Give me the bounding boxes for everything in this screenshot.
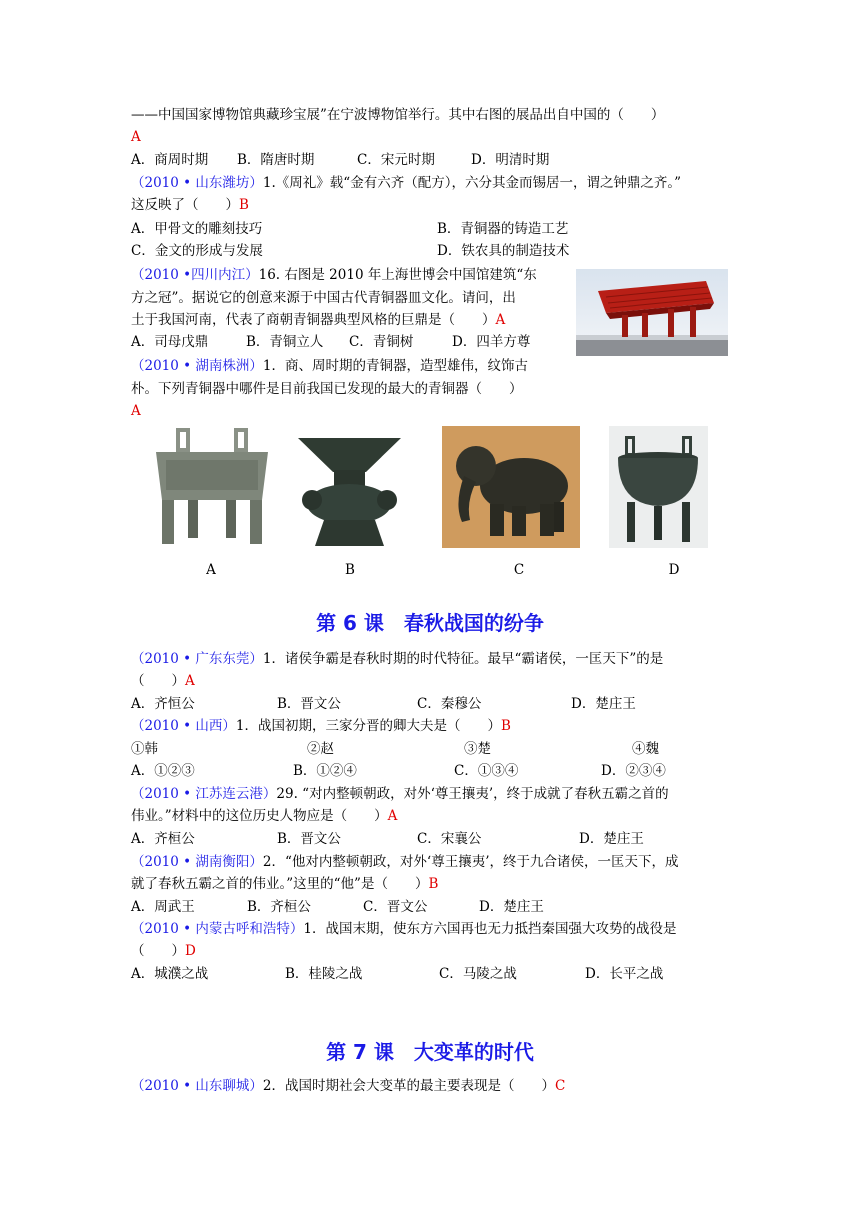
answer: A — [387, 808, 398, 824]
option: A．①②③ — [131, 763, 195, 779]
question-source: （2010 •四川内江） — [131, 267, 259, 283]
option: A．周武王 — [131, 899, 195, 915]
option: B．①②④ — [293, 763, 357, 779]
option: D．楚庄王 — [571, 696, 636, 712]
image-caption: C — [513, 562, 525, 578]
image-caption: D — [668, 562, 680, 578]
question-text: 方之冠”。据说它的创意来源于中国古代青铜器皿文化。请问，出 — [131, 290, 516, 306]
question-source: （2010 • 内蒙古呼和浩特） — [131, 921, 304, 937]
option: B．隋唐时期 — [237, 152, 315, 168]
question-source: （2010 • 江苏连云港） — [131, 786, 277, 802]
question-source: （2010 • 湖南株洲） — [131, 358, 263, 374]
question-line — [131, 941, 196, 961]
option: C．宋元时期 — [357, 152, 435, 168]
question-line — [131, 649, 663, 669]
option: D．楚庄王 — [479, 899, 544, 915]
option: B．齐桓公 — [247, 899, 311, 915]
question-text: 1．诸侯争霸是春秋时期的时代特征。最早“霸诸侯，一匡天下”的是 — [262, 651, 664, 667]
question-item: ④魏 — [632, 741, 659, 757]
question-text: 29. “对内整顿朝政，对外‘尊王攘夷’，终于成就了春秋五霸之首的 — [276, 786, 669, 802]
answer: C — [555, 1078, 566, 1094]
question-line — [131, 195, 249, 215]
question-text: 2．战国时期社会大变革的最主要表现是（ ） — [262, 1078, 555, 1094]
option: A．商周时期 — [131, 152, 209, 168]
option: C．晋文公 — [363, 899, 428, 915]
option: A．甲骨文的雕刻技巧 — [131, 221, 263, 237]
answer: A — [131, 403, 141, 419]
question-line — [131, 310, 505, 330]
bronze-elephant-c-photo — [442, 426, 580, 548]
question-line — [131, 671, 195, 691]
question-item: ②赵 — [307, 741, 334, 757]
question-line — [131, 852, 678, 872]
question-item: ③楚 — [464, 741, 491, 757]
answer: D — [185, 943, 196, 959]
option: A．司母戊鼎 — [131, 334, 209, 350]
question-text: 1．战国末期，使东方六国再也无力抵挡秦国强大攻势的战役是 — [303, 921, 677, 937]
option: D．长平之战 — [585, 966, 664, 982]
question-text: 2．“他对内整顿朝政，对外‘尊王攘夷’，终于九合诸侯，一匡天下，成 — [262, 854, 679, 870]
option: C．青铜树 — [349, 334, 414, 350]
question-text: （ ） — [131, 943, 185, 959]
answer: A — [131, 129, 141, 145]
option: B．晋文公 — [277, 696, 341, 712]
bronze-ding-a-photo — [150, 428, 273, 552]
option: D．②③④ — [601, 763, 666, 779]
lesson-7-title: 第 7 课 大变革的时代 — [326, 1040, 534, 1064]
question-item: ①韩 — [131, 741, 158, 757]
question-text: 1．商、周时期的青铜器，造型雄伟，纹饰古 — [262, 358, 528, 374]
question-source: （2010 • 山东潍坊） — [131, 175, 263, 191]
bronze-zun-b-photo — [294, 434, 405, 552]
answer: B — [428, 876, 439, 892]
option: C．宋襄公 — [417, 831, 482, 847]
option: D．楚庄王 — [579, 831, 644, 847]
option: B．青铜立人 — [246, 334, 324, 350]
question-line — [131, 874, 438, 894]
option: B．晋文公 — [277, 831, 341, 847]
option: D．明清时期 — [471, 152, 550, 168]
bronze-ding-d-photo — [609, 426, 708, 548]
image-caption: A — [206, 562, 216, 578]
question-text: 16. 右图是 2010 年上海世博会中国馆建筑“东 — [258, 267, 537, 283]
question-line — [131, 1076, 565, 1096]
question-line — [131, 806, 397, 826]
question-source: （2010 • 山东聊城） — [131, 1078, 263, 1094]
question-text: 土于我国河南，代表了商朝青铜器典型风格的巨鼎是（ ） — [131, 312, 496, 328]
option: C．马陵之战 — [439, 966, 517, 982]
answer: B — [239, 197, 249, 213]
option: B．青铜器的铸造工艺 — [437, 221, 569, 237]
question-line — [131, 173, 681, 193]
option: C．秦穆公 — [417, 696, 482, 712]
option: D．四羊方尊 — [452, 334, 531, 350]
option: A．齐恒公 — [131, 696, 195, 712]
option: C．①③④ — [454, 763, 519, 779]
question-source: （2010 • 湖南衡阳） — [131, 854, 263, 870]
option: B．桂陵之战 — [285, 966, 363, 982]
china-pavilion-photo — [576, 269, 728, 356]
question-line — [131, 919, 677, 939]
question-text: ——中国国家博物馆典藏珍宝展”在宁波博物馆举行。其中右图的展品出自中国的（ ） — [131, 107, 665, 123]
question-text: 伟业。”材料中的这位历史人物应是（ ） — [131, 808, 388, 824]
option: D．铁农具的制造技术 — [437, 243, 570, 259]
question-text: （ ） — [131, 673, 185, 689]
option: A．齐桓公 — [131, 831, 195, 847]
answer: B — [501, 718, 511, 734]
question-line — [131, 784, 669, 804]
question-text: 1.《周礼》载“金有六齐（配方），六分其金而锡居一，谓之钟鼎之齐。” — [262, 175, 682, 191]
question-line — [131, 356, 528, 376]
question-source: （2010 • 广东东莞） — [131, 651, 263, 667]
image-caption: B — [345, 562, 355, 578]
question-line — [131, 265, 537, 285]
question-source: （2010 • 山西） — [131, 718, 236, 734]
question-line — [131, 716, 511, 736]
answer: A — [495, 312, 506, 328]
option: C．金文的形成与发展 — [131, 243, 263, 259]
question-text: 朴。下列青铜器中哪件是目前我国已发现的最大的青铜器（ ） — [131, 381, 523, 397]
question-text: 1．战国初期，三家分晋的卿大夫是（ ） — [235, 718, 501, 734]
answer: A — [185, 673, 195, 689]
question-text: 这反映了（ ） — [131, 197, 239, 213]
question-text: 就了春秋五霸之首的伟业。”这里的“他”是（ ） — [131, 876, 429, 892]
lesson-6-title: 第 6 课 春秋战国的纷争 — [316, 611, 544, 635]
option: A．城濮之战 — [131, 966, 209, 982]
